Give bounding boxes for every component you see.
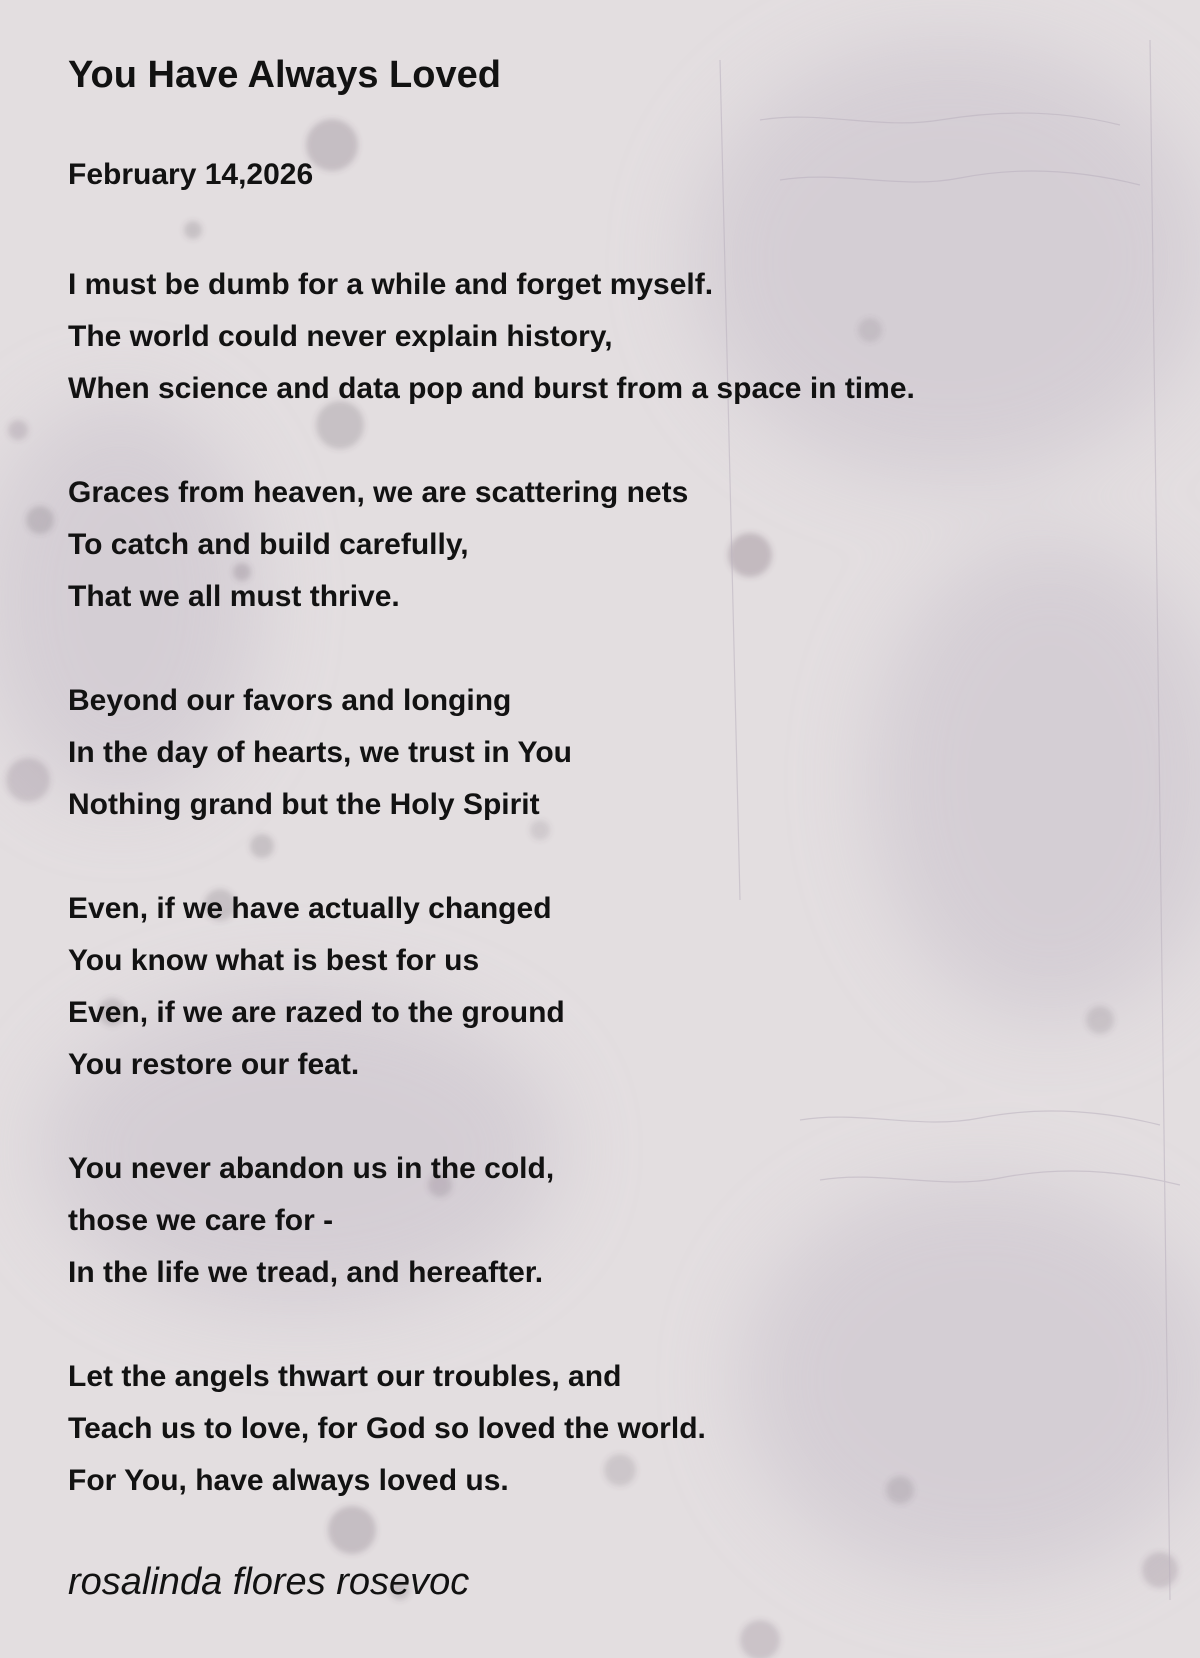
stanza [68,1143,915,1299]
poem-line: those we care for - [68,1204,334,1237]
poem-line: Teach us to love, for God so loved the world. [68,1412,706,1445]
poem-date: February 14,2026 [68,158,314,191]
poem-line: The world could never explain history, [68,320,613,353]
poem-line: You never abandon us in the cold, [68,1152,555,1185]
poem-line: You know what is best for us [68,944,480,977]
poem-line: Even, if we have actually changed [68,892,552,925]
poem-line: Beyond our favors and longing [68,684,512,717]
stanza [68,883,915,1091]
stanza [68,675,915,831]
poem-line: Even, if we are razed to the ground [68,996,565,1029]
poem-line: In the life we tread, and hereafter. [68,1256,544,1289]
poem-author: rosalinda flores rosevoc [68,1561,470,1603]
poem-line: Let the angels thwart our troubles, and [68,1360,622,1393]
poem-line: Nothing grand but the Holy Spirit [68,788,540,821]
poem-line: In the day of hearts, we trust in You [68,736,572,769]
poem-body [68,259,915,1559]
stanza [68,1351,915,1507]
poem-title: You Have Always Loved [68,54,501,96]
poem-line: I must be dumb for a while and forget myself. [68,268,714,301]
poem-line: You restore our feat. [68,1048,360,1081]
poem-line: Graces from heaven, we are scattering nets [68,476,689,509]
stanza [68,259,915,415]
poem-line: That we all must thrive. [68,580,400,613]
poem-line: When science and data pop and burst from a space in time. [68,372,915,405]
stanza [68,467,915,623]
poem-line: To catch and build carefully, [68,528,469,561]
poem-line: For You, have always loved us. [68,1464,509,1497]
